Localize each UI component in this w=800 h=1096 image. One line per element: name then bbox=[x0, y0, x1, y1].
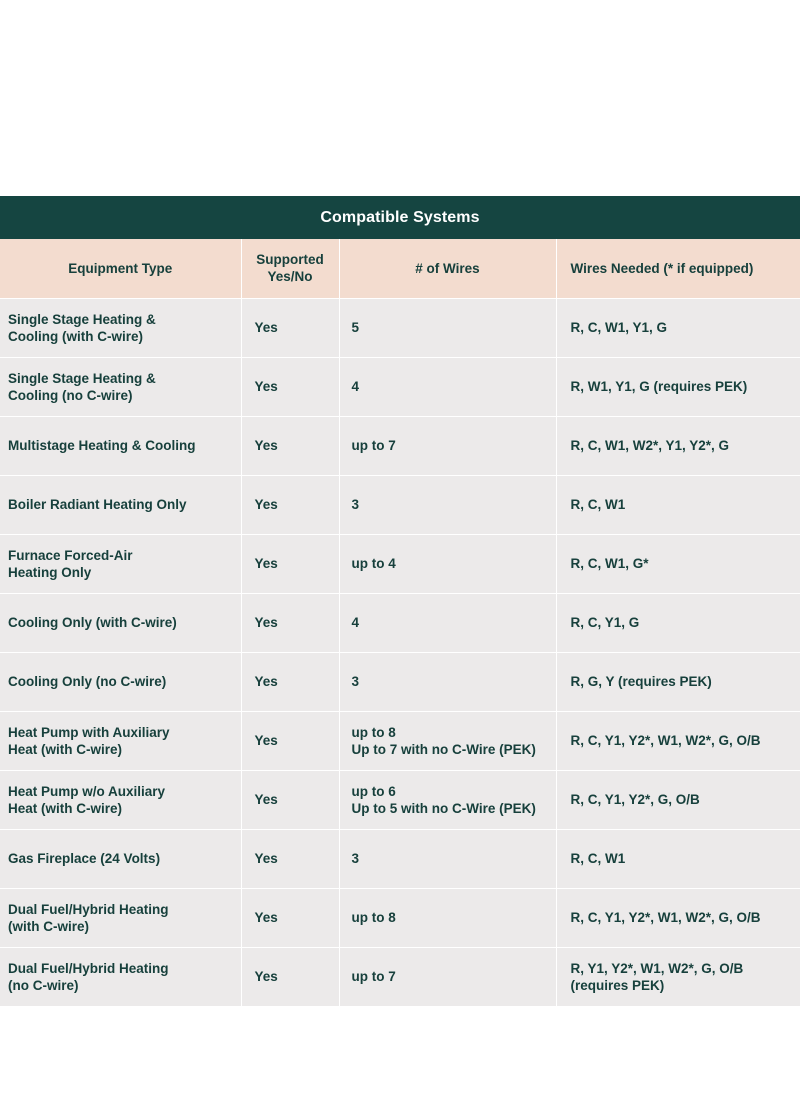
num-wires-cell: 4 bbox=[339, 593, 556, 652]
equipment-type-cell: Gas Fireplace (24 Volts) bbox=[0, 829, 241, 888]
wires-needed-cell: R, C, W1, Y1, G bbox=[570, 320, 668, 335]
compatibility-table bbox=[0, 239, 800, 1006]
table-row bbox=[0, 829, 800, 888]
num-wires-cell: 3 bbox=[339, 829, 556, 888]
supported-cell: Yes bbox=[241, 947, 339, 1006]
header-wires-needed: Wires Needed (* if equipped) bbox=[570, 260, 754, 276]
supported-cell: Yes bbox=[241, 652, 339, 711]
supported-cell: Yes bbox=[241, 534, 339, 593]
header-supported: Supported Yes/No bbox=[241, 239, 339, 298]
table-row bbox=[0, 475, 800, 534]
num-wires-cell: up to 6 Up to 5 with no C-Wire (PEK) bbox=[339, 770, 556, 829]
wires-needed-cell: R, C, Y1, Y2*, W1, W2*, G, O/B bbox=[570, 910, 761, 925]
wires-needed-cell: R, C, W1 bbox=[570, 497, 626, 512]
num-wires-cell: up to 7 bbox=[339, 947, 556, 1006]
supported-cell: Yes bbox=[241, 475, 339, 534]
num-wires-cell: up to 7 bbox=[339, 416, 556, 475]
supported-cell: Yes bbox=[241, 888, 339, 947]
equipment-type-cell: Multistage Heating & Cooling bbox=[0, 416, 241, 475]
table-row bbox=[0, 888, 800, 947]
table-row bbox=[0, 534, 800, 593]
equipment-type-cell: Single Stage Heating & Cooling (with C-wire) bbox=[0, 298, 241, 357]
supported-cell: Yes bbox=[241, 357, 339, 416]
equipment-type-cell: Single Stage Heating & Cooling (no C-wire) bbox=[0, 357, 241, 416]
num-wires-cell: up to 8 Up to 7 with no C-Wire (PEK) bbox=[339, 711, 556, 770]
wires-needed-cell: R, G, Y (requires PEK) bbox=[570, 674, 712, 689]
equipment-type-cell: Cooling Only (with C-wire) bbox=[0, 593, 241, 652]
equipment-type-cell: Dual Fuel/Hybrid Heating (no C-wire) bbox=[0, 947, 241, 1006]
header-row bbox=[0, 239, 800, 298]
header-equipment-type: Equipment Type bbox=[0, 239, 241, 298]
equipment-type-cell: Dual Fuel/Hybrid Heating (with C-wire) bbox=[0, 888, 241, 947]
supported-cell: Yes bbox=[241, 829, 339, 888]
wires-needed-cell: R, C, Y1, Y2*, G, O/B bbox=[570, 792, 700, 807]
table-row bbox=[0, 652, 800, 711]
table-body bbox=[0, 298, 800, 1006]
table-row bbox=[0, 711, 800, 770]
equipment-type-cell: Boiler Radiant Heating Only bbox=[0, 475, 241, 534]
header-num-wires: # of Wires bbox=[339, 239, 556, 298]
wires-needed-cell: R, C, W1 bbox=[570, 851, 626, 866]
table-row bbox=[0, 298, 800, 357]
wires-needed-cell: R, W1, Y1, G (requires PEK) bbox=[570, 379, 748, 394]
supported-cell: Yes bbox=[241, 770, 339, 829]
num-wires-cell: up to 8 bbox=[339, 888, 556, 947]
wires-needed-cell: R, Y1, Y2*, W1, W2*, G, O/B (requires PEK) bbox=[570, 960, 744, 993]
supported-cell: Yes bbox=[241, 298, 339, 357]
table-row bbox=[0, 416, 800, 475]
wires-needed-cell: R, C, Y1, Y2*, W1, W2*, G, O/B bbox=[570, 733, 761, 748]
table-row bbox=[0, 947, 800, 1006]
equipment-type-cell: Heat Pump with Auxiliary Heat (with C-wire) bbox=[0, 711, 241, 770]
equipment-type-cell: Heat Pump w/o Auxiliary Heat (with C-wire) bbox=[0, 770, 241, 829]
table-row bbox=[0, 357, 800, 416]
table-row bbox=[0, 770, 800, 829]
supported-cell: Yes bbox=[241, 711, 339, 770]
num-wires-cell: 5 bbox=[339, 298, 556, 357]
supported-cell: Yes bbox=[241, 593, 339, 652]
supported-cell: Yes bbox=[241, 416, 339, 475]
equipment-type-cell: Furnace Forced-Air Heating Only bbox=[0, 534, 241, 593]
wires-needed-cell: R, C, W1, W2*, Y1, Y2*, G bbox=[570, 438, 730, 453]
wires-needed-cell: R, C, Y1, G bbox=[570, 615, 640, 630]
num-wires-cell: 3 bbox=[339, 652, 556, 711]
equipment-type-cell: Cooling Only (no C-wire) bbox=[0, 652, 241, 711]
table-row bbox=[0, 593, 800, 652]
num-wires-cell: 4 bbox=[339, 357, 556, 416]
num-wires-cell: 3 bbox=[339, 475, 556, 534]
num-wires-cell: up to 4 bbox=[339, 534, 556, 593]
wires-needed-cell: R, C, W1, G* bbox=[570, 556, 649, 571]
table-title: Compatible Systems bbox=[0, 196, 800, 239]
compatible-systems-table bbox=[0, 196, 800, 1006]
